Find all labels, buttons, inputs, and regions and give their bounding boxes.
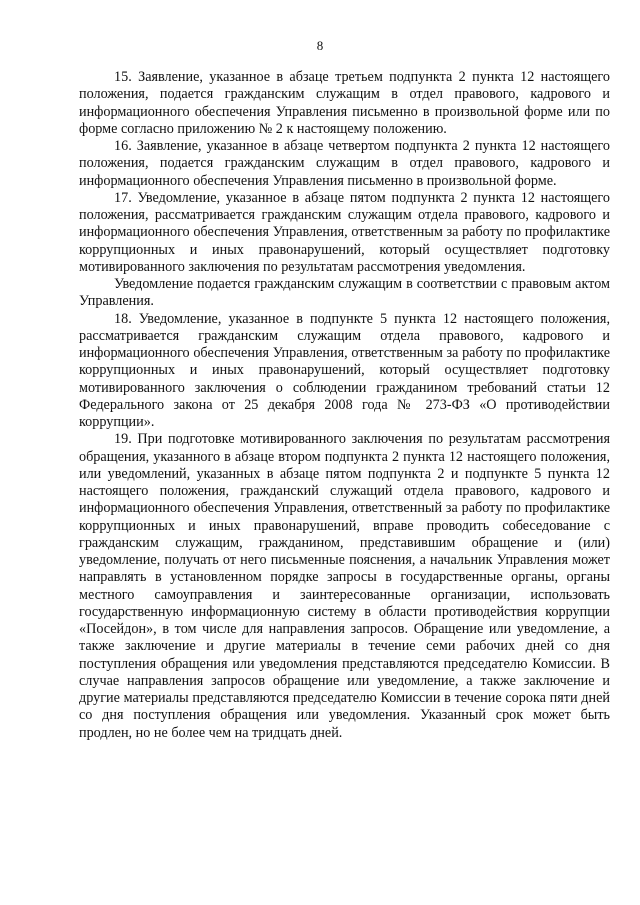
paragraph-17: 17. Уведомление, указанное в абзаце пятом подпункта 2 пункта 12 настоящего положения, рассматривается гражданским служащим отдела правового, кадрового и информационного обеспечения Управления, ответственным за работу по профилактике коррупционных и иных правонарушений, который осуществляет подготовку мотивированного заключения по результатам рассмотрения уведомления. (79, 189, 610, 275)
paragraph-17-note: Уведомление подается гражданским служащим в соответствии с правовым актом Управления. (79, 276, 610, 310)
page-number: 8 (316, 38, 324, 53)
paragraph-18: 18. Уведомление, указанное в подпункте 5 пункта 12 настоящего положения, рассматривается гражданским служащим отдела правового, кадрового и информационного обеспечения Управления, ответственным за работу по профилактике коррупционных и иных правонарушений, который осуществляет подготовку мотивированного заключения о соблюдении гражданином требований статьи 12 Федерального закона от 25 декабря 2008 года № 273-ФЗ «О противодействии коррупции». (79, 310, 610, 430)
document-body (79, 69, 610, 742)
paragraph-15: 15. Заявление, указанное в абзаце третьем подпункта 2 пункта 12 настоящего положения, подается гражданским служащим в отдел правового, кадрового и информационного обеспечения Управления письменно в произвольной форме или по форме согласно приложению № 2 к настоящему положению. (79, 69, 610, 137)
paragraph-19: 19. При подготовке мотивированного заключения по результатам рассмотрения обращения, указанного в абзаце втором подпункта 2 пункта 12 настоящего положения, или уведомлений, указанных в абзаце пятом подпункта 2 и подпункте 5 пункта 12 настоящего положения, гражданский служащий отдела правового, кадрового и информационного обеспечения Управления, ответственный за работу по профилактике коррупционных и иных правонарушений, вправе проводить собеседование с гражданским служащим, гражданином, представившим обращение и (или) уведомление, получать от него письменные пояснения, а начальник Управления может направлять в установленном порядке запросы в государственные органы, органы местного самоуправления и заинтересованные организации, использовать государственную информационную систему в области противодействия коррупции «Посейдон», в том числе для направления запросов. Обращение или уведомление, а также заключение и другие материалы в течение семи рабочих дней со дня поступления обращения или уведомления представляются председателю Комиссии. В случае направления запросов обращение или уведомление, а также заключение и другие материалы представляются председателю Комиссии в течение сорока пяти дней со дня поступления обращения или уведомления. Указанный срок может быть продлен, но не более чем на тридцать дней. (79, 431, 610, 741)
paragraph-16: 16. Заявление, указанное в абзаце четвертом подпункта 2 пункта 12 настоящего положения, подается гражданским служащим в отдел правового, кадрового и информационного обеспечения Управления письменно в произвольной форме. (79, 138, 610, 189)
